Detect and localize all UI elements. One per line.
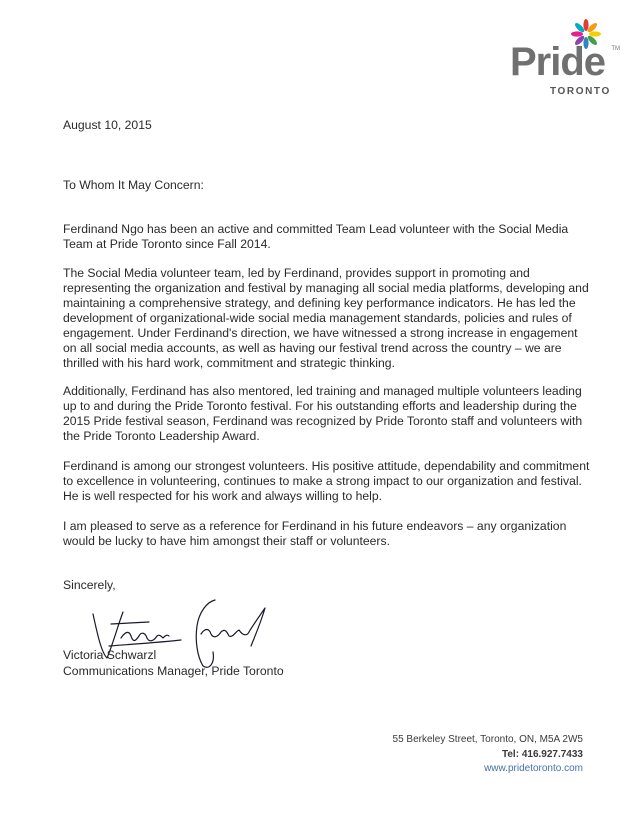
letter-salutation: To Whom It May Concern: bbox=[63, 178, 204, 192]
letter-paragraph: Ferdinand Ngo has been an active and committed Team Lead volunteer with the Social Media Team at Pride Toronto since Fall 2014. bbox=[63, 222, 569, 251]
pride-toronto-logo bbox=[508, 18, 620, 98]
letter-closing: Sincerely, bbox=[63, 578, 116, 592]
logo-city: TORONTO bbox=[550, 86, 611, 97]
letter-paragraph: The Social Media volunteer team, led by Ferdinand, provides support in promoting and representing the organization and festival by managing all social media platforms, developing and maintaining a comprehensive strategy, and defining key performance indicators. He has led the development of organizational-wide social media management standards, policies and rules of engagement. Under Ferdinand's direction, we have witnessed a strong increase in engagement on all social media accounts, as well as having our festival trend across the country – we are thrilled with his hard work, commitment and strategic thinking. bbox=[63, 266, 589, 370]
logo-wordmark: Pride bbox=[510, 40, 606, 84]
letterhead-footer bbox=[393, 733, 583, 777]
signer-title: Communications Manager, Pride Toronto bbox=[63, 664, 284, 678]
footer-website-link[interactable]: www.pridetoronto.com bbox=[484, 763, 583, 774]
logo-petal bbox=[571, 31, 583, 36]
logo-petal bbox=[589, 31, 601, 36]
logo-trademark: TM bbox=[611, 46, 620, 52]
letter-date: August 10, 2015 bbox=[63, 118, 152, 132]
signer-block bbox=[63, 647, 593, 679]
letter-paragraph: Ferdinand is among our strongest volunteers. His positive attitude, dependability and commitment to excellence in volunteering, continues to make a strong impact to our organization and festival. He is well respected for his work and always willing to help. bbox=[63, 459, 590, 503]
signer-name: Victoria Schwarzl bbox=[63, 648, 157, 662]
letter-paragraph: I am pleased to serve as a reference for Ferdinand in his future endeavors – any organization would be lucky to have him amongst their staff or volunteers. bbox=[63, 519, 567, 548]
letter-paragraph: Additionally, Ferdinand has also mentored, led training and managed multiple volunteers leading up to and during the Pride Toronto festival. For his outstanding efforts and leadership during the 2015 Pride festival season, Ferdinand was recognized by Pride Toronto staff and volunteers with the Pride Toronto Leadership Award. bbox=[63, 384, 583, 443]
footer-phone: Tel: 416.927.7433 bbox=[502, 748, 583, 760]
footer-address: 55 Berkeley Street, Toronto, ON, M5A 2W5 bbox=[392, 734, 583, 745]
logo-petal bbox=[583, 19, 588, 31]
